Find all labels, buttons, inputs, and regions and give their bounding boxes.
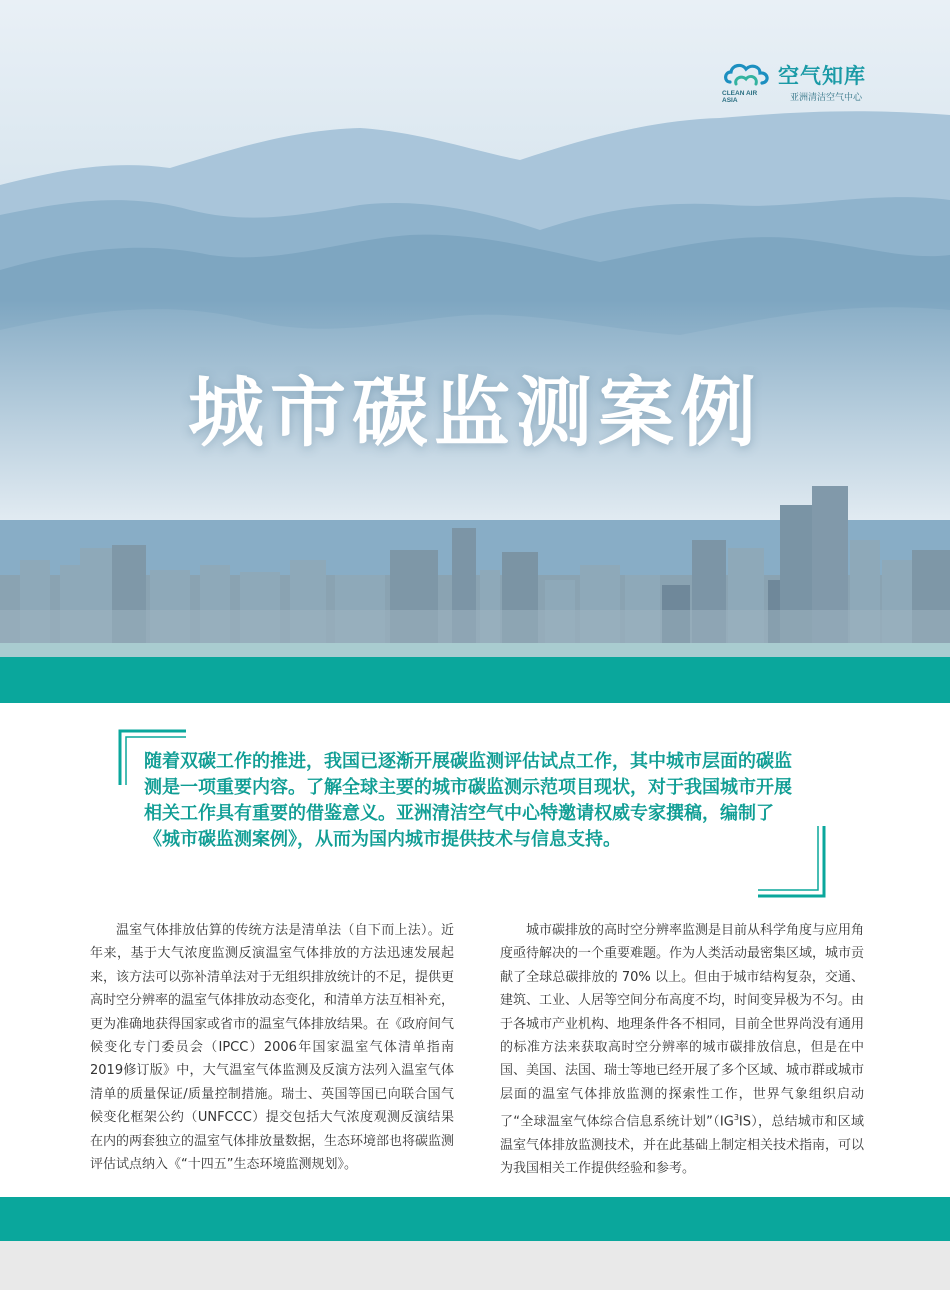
divider-band: [0, 657, 950, 703]
cloud-logo-icon: [722, 60, 774, 90]
body-column-right: [500, 919, 864, 1181]
body-text: 城市碳排放的高时空分辨率监测是目前从科学角度与应用角度亟待解决的一个重要难题。作为人类活动最密集区域，城市贡献了全球总碳排放的 70% 以上。但由于城市结构复杂，交通、建筑、工业、人居等空间分布高度不均，时间变异极为不匀。由于各城市产业机构、地理条件各不相同，目前全世界尚没有通用的标准方法来获取高时空分辨率的城市碳排放信息，但是在中国、美国、法国、瑞士等地已经开展了多个区域、城市群或城市层面的温室气体排放监测的探索性工作，世界气象组织启动了“全球温室气体综合信息系统计划”（IG: [500, 923, 865, 1130]
hero-image: [0, 0, 950, 643]
superscript: 3: [733, 1113, 739, 1123]
logo-english: CLEAN AIR ASIA: [722, 90, 758, 104]
logo-name: 空气知库: [778, 64, 866, 88]
footer-band: [0, 1197, 950, 1241]
footer-grey: [0, 1241, 950, 1290]
bracket-bottom-right-icon: [758, 826, 826, 898]
logo-subtitle: 亚洲清洁空气中心: [790, 93, 863, 103]
body-text-cont: IS），总结城市和区域温室气体排放监测技术，并在此基础上制定相关技术指南，可以为我国相关工作提供经验和参考。: [500, 1114, 865, 1177]
divider-band-light: [0, 643, 950, 657]
page-title: 城市碳监测案例: [188, 368, 762, 457]
body-column-left: 温室气体排放估算的传统方法是清单法（自下而上法）。近年来，基于大气浓度监测反演温室气体排放的方法迅速发展起来，该方法可以弥补清单法对于无组织排放统计的不足，提供更高时空分辨率的温室气体排放动态变化，和清单方法互相补充，更为准确地获得国家或省市的温室气体排放结果。在《政府间气候变化专门委员会（IPCC）2006年国家温室气体清单指南 2019修订版》中，大气温室气体监测及反演方法列入温室气体清单的质量保证/质量控制措施。瑞士、英国等国已向联合国气候变化框架公约（UNFCCC）提交包括大气浓度观测反演结果在内的两套独立的温室气体排放量数据，生态环境部也将碳监测评估试点纳入《“十四五”生态环境监测规划》。: [90, 923, 455, 1173]
intro-paragraph: 随着双碳工作的推进，我国已逐渐开展碳监测评估试点工作，其中城市层面的碳监测是一项重要内容。了解全球主要的城市碳监测示范项目现状，对于我国城市开展相关工作具有重要的借鉴意义。亚洲清洁空气中心特邀请权威专家撰稿，编制了《城市碳监测案例》，从而为国内城市提供技术与信息支持。: [144, 751, 792, 850]
logo: [722, 60, 892, 110]
